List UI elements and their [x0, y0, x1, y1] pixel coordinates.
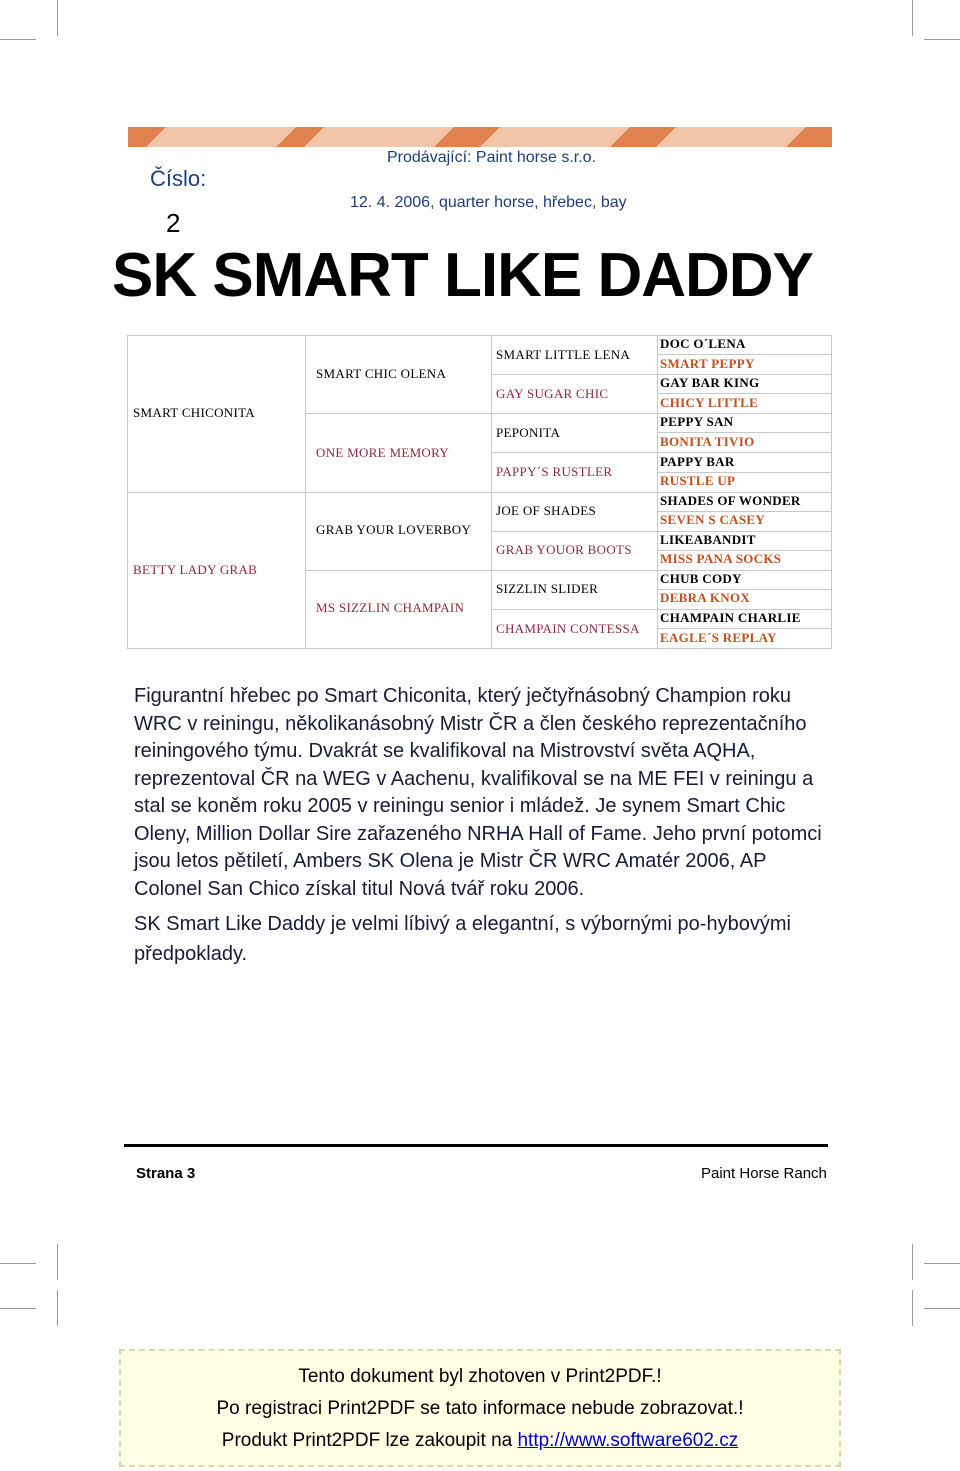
pedigree-gen1-sire: SMART CHICONITA [133, 405, 255, 420]
crop-mark [57, 0, 58, 36]
pedigree-gen4-name: GAY BAR KING [660, 375, 760, 390]
crop-mark [912, 0, 913, 36]
crop-mark [924, 1308, 960, 1309]
pedigree-gen4-name: BONITA TIVIO [660, 434, 755, 449]
pedigree-gen4-name: PAPPY BAR [660, 454, 735, 469]
pedigree-gen3-name: SMART LITTLE LENA [496, 347, 631, 362]
banner-stripe [656, 127, 806, 147]
notice-text: Produkt Print2PDF lze zakoupit na [221, 1430, 518, 1451]
pedigree-gen2-name: GRAB YOUR LOVERBOY [316, 522, 472, 537]
pedigree-gen4-name: EAGLE´S REPLAY [660, 630, 777, 645]
pedigree-gen4-name: RUSTLE UP [660, 473, 736, 488]
crop-mark [0, 39, 36, 40]
horse-details: 12. 4. 2006, quarter horse, hřebec, bay [350, 194, 627, 211]
print2pdf-notice [119, 1349, 841, 1467]
pedigree-gen2-name: ONE MORE MEMORY [316, 445, 450, 460]
crop-mark [0, 1308, 36, 1309]
pedigree-gen3-name: GAY SUGAR CHIC [496, 386, 609, 401]
header-banner [128, 127, 832, 147]
pedigree-gen2-name: SMART CHIC OLENA [316, 366, 447, 381]
pedigree-gen4-name: DOC O´LENA [660, 336, 746, 351]
pedigree-gen3-name: PEPONITA [496, 425, 561, 440]
notice-line: Po registraci Print2PDF se tato informace nebude zobrazovat.! [216, 1398, 744, 1419]
banner-stripe [304, 127, 454, 147]
description-paragraph: SK Smart Like Daddy je velmi líbivý a elegantní, s výbornými po-hybovými předpoklady. [134, 913, 791, 965]
pedigree-gen3-name: CHAMPAIN CONTESSA [496, 621, 640, 636]
crop-mark [57, 1244, 58, 1280]
crop-mark [924, 1263, 960, 1264]
pedigree-table [127, 335, 832, 649]
number-value: 2 [166, 208, 181, 238]
pedigree-gen3-name: JOE OF SHADES [496, 503, 596, 518]
pedigree-gen4-name: CHAMPAIN CHARLIE [660, 610, 801, 625]
pedigree-gen4-name: MISS PANA SOCKS [660, 551, 782, 566]
pedigree-gen4-name: DEBRA KNOX [660, 590, 751, 605]
crop-mark [57, 1290, 58, 1326]
page-number: Strana 3 [136, 1165, 196, 1182]
banner-stripe [480, 127, 630, 147]
horse-name-title: SK SMART LIKE DADDY [112, 241, 813, 310]
crop-mark [912, 1290, 913, 1326]
description [134, 683, 834, 975]
pedigree-gen4-name: SEVEN S CASEY [660, 512, 766, 527]
software602-link[interactable]: http://www.software602.cz [517, 1430, 739, 1451]
pedigree-gen4-name: CHICY LITTLE [660, 395, 759, 410]
pedigree-gen3-name: GRAB YOUOR BOOTS [496, 542, 632, 557]
notice-line [121, 1425, 839, 1457]
seller-text: Prodávající: Paint horse s.r.o. [387, 149, 596, 166]
crop-mark [912, 1244, 913, 1280]
pedigree-gen3-name: SIZZLIN SLIDER [496, 581, 599, 596]
pedigree-gen4-name: SHADES OF WONDER [660, 493, 801, 508]
number-label: Číslo: [150, 166, 207, 191]
pedigree-gen4-name: PEPPY SAN [660, 414, 734, 429]
pedigree-gen3-name: PAPPY´S RUSTLER [496, 464, 613, 479]
crop-mark [0, 1263, 36, 1264]
pedigree-gen2-name: MS SIZZLIN CHAMPAIN [316, 600, 465, 615]
notice-line: Tento dokument byl zhotoven v Print2PDF.! [298, 1366, 662, 1387]
pedigree-gen4-name: SMART PEPPY [660, 356, 755, 371]
crop-mark [924, 39, 960, 40]
pedigree-gen4-name: LIKEABANDIT [660, 532, 756, 547]
description-paragraph: Figurantní hřebec po Smart Chiconita, který ječtyřnásobný Champion roku WRC v reiningu, několikanásobný Mistr ČR a člen českého reprezentačního reiningového týmu. Dvakrát se kvalifikoval na Mistrovství světa AQHA, reprezentoval ČR na WEG v Aachenu, kvalifikoval se na ME FEI v reiningu a stal se koněm roku 2005 v reiningu senior i mládež. Je synem Smart Chic Oleny, Million Dollar Sire zařazeného NRHA Hall of Fame. Jeho první potomci jsou letos pětiletí, Ambers SK Olena je Mistr ČR WRC Amatér 2006, AP Colonel San Chico získal titul Nová tvář roku 2006. [134, 685, 822, 900]
pedigree-gen1-dam: BETTY LADY GRAB [133, 562, 258, 577]
footer-ranch: Paint Horse Ranch [701, 1165, 827, 1182]
pedigree-gen4-name: CHUB CODY [660, 571, 742, 586]
footer-rule [124, 1144, 828, 1147]
banner-stripe [146, 127, 296, 147]
